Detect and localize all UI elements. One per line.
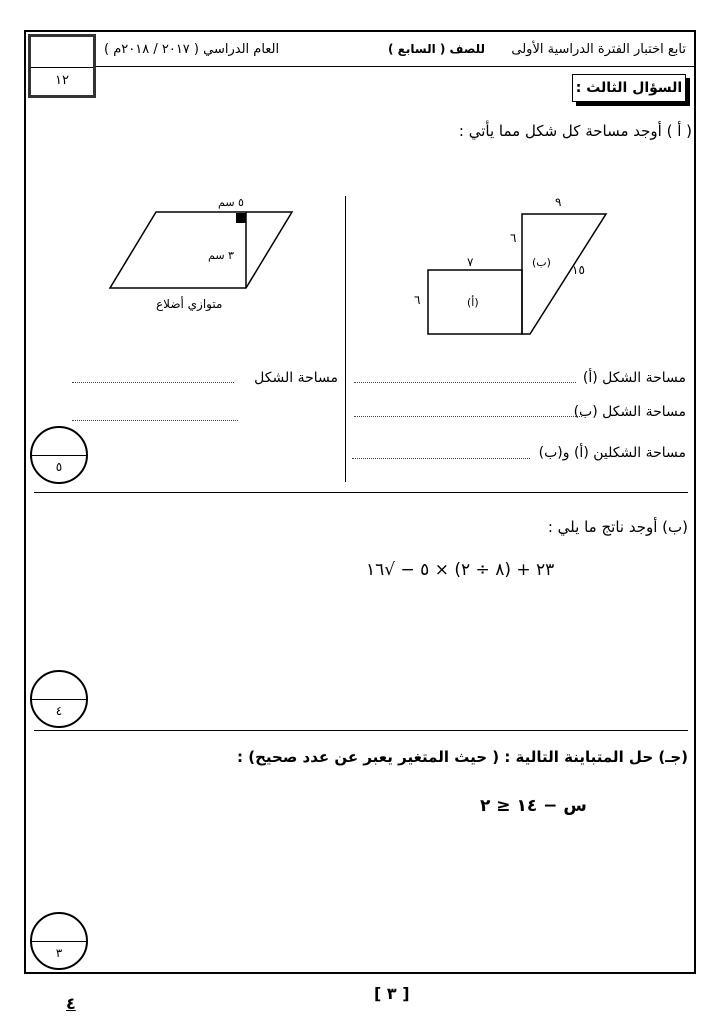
label-5cm: ٥ سم bbox=[218, 196, 244, 209]
part-b-expression: ٢٣ + (٨ ÷ ٢) × ٥ − √١٦ bbox=[366, 560, 555, 580]
composite-figure bbox=[400, 190, 610, 350]
section-divider-1 bbox=[34, 492, 688, 493]
area-b-label: مساحة الشكل (ب) bbox=[573, 404, 686, 420]
exam-title: تابع اختبار الفترة الدراسية الأولى bbox=[511, 42, 686, 57]
area-ab-answer-line[interactable] bbox=[352, 458, 530, 459]
question-title: السؤال الثالث : bbox=[575, 80, 683, 96]
total-mark-box bbox=[28, 34, 96, 98]
header-divider bbox=[96, 66, 694, 67]
corner-number: ٤ bbox=[66, 994, 76, 1013]
label-b: (ب) bbox=[532, 256, 551, 269]
part-a-mark-circle bbox=[30, 426, 88, 484]
school-year: العام الدراسي ( ٢٠١٧ / ٢٠١٨م ) bbox=[104, 42, 280, 57]
label-7: ٧ bbox=[467, 255, 474, 269]
parallelogram-figure bbox=[100, 192, 310, 322]
label-15: ١٥ bbox=[572, 263, 585, 277]
part-a-prompt: ( أ ) أوجد مساحة كل شكل مما يأتي : bbox=[458, 122, 692, 140]
area-shape-answer-line[interactable] bbox=[72, 382, 234, 383]
part-c-mark-circle bbox=[30, 912, 88, 970]
page-number: [ ٣ ] bbox=[374, 984, 410, 1003]
area-shape-label: مساحة الشكل bbox=[254, 370, 338, 386]
part-b-mark: ٤ bbox=[55, 704, 63, 718]
label-6-side: ٦ bbox=[414, 293, 421, 307]
question-title-box bbox=[572, 74, 686, 102]
page-frame bbox=[24, 30, 696, 974]
part-c-inequality: س − ١٤ ≤ ٢ bbox=[480, 796, 587, 816]
area-a-label: مساحة الشكل (أ) bbox=[582, 370, 686, 386]
label-9: ٩ bbox=[555, 195, 562, 209]
area-ab-label: مساحة الشكلين (أ) و(ب) bbox=[538, 445, 686, 461]
label-a: (أ) bbox=[467, 296, 479, 309]
area-shape-answer-line-2[interactable] bbox=[72, 420, 238, 421]
total-mark: ١٢ bbox=[55, 73, 69, 88]
right-angle-mark bbox=[236, 213, 246, 223]
part-a-mark: ٥ bbox=[55, 460, 63, 474]
parallelogram-caption: متوازي أضلاع bbox=[156, 297, 223, 311]
parallelogram bbox=[110, 212, 292, 288]
part-b-mark-circle bbox=[30, 670, 88, 728]
trapezoid-b bbox=[522, 214, 606, 334]
grade-label: للصف ( السابع ) bbox=[388, 42, 486, 56]
label-6-top: ٦ bbox=[510, 231, 517, 245]
part-a-divider bbox=[345, 196, 346, 482]
label-3cm: ٣ سم bbox=[208, 249, 234, 262]
section-divider-2 bbox=[34, 730, 688, 731]
part-c-prompt: (جـ) حل المتباينة التالية : ( حيث المتغير يعبر عن عدد صحيح) : bbox=[237, 748, 688, 766]
part-b-prompt: (ب) أوجد ناتج ما يلي : bbox=[547, 518, 688, 536]
area-a-answer-line[interactable] bbox=[354, 382, 576, 383]
area-b-answer-line[interactable] bbox=[354, 416, 582, 417]
part-c-mark: ٣ bbox=[55, 946, 63, 960]
